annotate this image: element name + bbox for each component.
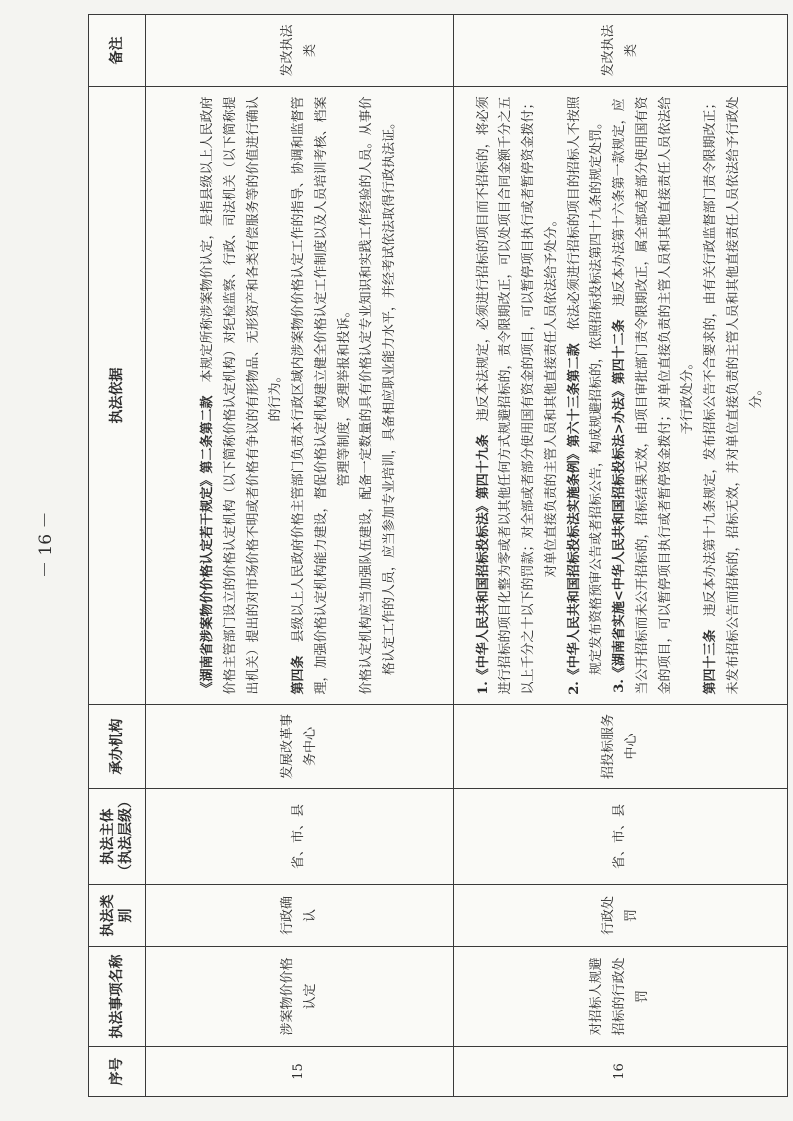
header-note: 备注 xyxy=(89,15,146,87)
basis-text: 违反本办法第十九条规定，发布招标公告不合要求的，由有关行政监督部门责令限期改正；未发布招标公告而招标的，招标无效，并对单位直接负责的主管人员和其他直接责任人员依法给予行政处分。 xyxy=(703,96,764,695)
row-subject: 省、市、县 xyxy=(146,789,454,885)
page-number: － 16 － xyxy=(36,511,56,578)
row-seq: 16 xyxy=(454,1047,788,1097)
header-agency: 承办机构 xyxy=(89,705,146,789)
row-seq: 15 xyxy=(146,1047,454,1097)
rotated-table-wrapper xyxy=(88,15,788,1097)
row-item: 对招标人规避招标的行政处罚 xyxy=(454,947,788,1047)
table-row xyxy=(146,15,454,1097)
table-row xyxy=(454,15,788,1097)
basis-paragraph xyxy=(700,93,768,698)
document-page xyxy=(88,15,788,1097)
basis-paragraph xyxy=(609,93,700,698)
basis-text: 依法必须进行招标的项目的招标人不按照规定发布资格预审公告或者招标公告，构成规避招标的，依照招标投标法第四十九条的规定处罚。 xyxy=(566,96,605,676)
basis-text: 价格认定机构应当加强队伍建设，配备一定数量的具有价格认定专业知识和实践工作经验的人员。从事价格认定工作的人员，应当参加专业培训，具备相应职业能力水平，并经考试依法取得行政执法证。 xyxy=(359,96,398,695)
header-subject: 执法主体（执法层级） xyxy=(89,789,146,885)
header-item: 执法事项名称 xyxy=(89,947,146,1047)
basis-paragraph xyxy=(197,93,288,698)
basis-citation: 3.《湖南省实施<中华人民共和国招标投标法>办法》第四十二条 xyxy=(612,319,628,693)
basis-text: 违反本办法第十六条第一款规定，应当公开招标而未公开招标的，招标结果无效，由项目审批部门责令限期改正，属全部或者部分使用国有资金的项目，可以暂停项目执行或者暂停资金拨付；对单位直接负责的主管人员和其他直接责任人员依法给予行政处分。 xyxy=(612,96,696,695)
basis-citation: 2.《中华人民共和国招标投标法实施条例》第六十三条第二款 xyxy=(566,343,582,695)
row-note: 发改执法类 xyxy=(454,15,788,87)
row-agency: 发展改革事务中心 xyxy=(146,705,454,789)
header-seq: 序号 xyxy=(89,1047,146,1097)
row-item: 涉案物价价格认定 xyxy=(146,947,454,1047)
header-type: 执法类别 xyxy=(89,885,146,947)
basis-text: 县级以上人民政府价格主管部门负责本行政区域内涉案物价价格认定工作的指导、协调和监督管理，加强价格认定机构能力建设，督促价格认定机构建立健全价格认定工作制度以及人员培训考核、档案管理等制度，受理举报和投诉。 xyxy=(291,96,352,695)
row-type: 行政确认 xyxy=(146,885,454,947)
basis-paragraph xyxy=(564,93,610,698)
header-basis: 执法依据 xyxy=(89,87,146,705)
basis-paragraph xyxy=(288,93,356,698)
basis-citation: 第四条 xyxy=(291,655,307,695)
basis-paragraph xyxy=(356,93,402,698)
row-basis xyxy=(146,87,454,705)
basis-paragraph xyxy=(473,93,564,698)
row-basis xyxy=(454,87,788,705)
row-type: 行政处罚 xyxy=(454,885,788,947)
row-subject: 省、市、县 xyxy=(454,789,788,885)
basis-citation: 第四十三条 xyxy=(703,629,719,695)
row-agency: 招投标服务中心 xyxy=(454,705,788,789)
row-note: 发改执法类 xyxy=(146,15,454,87)
basis-citation: 《湖南省涉案物价价格认定若干规定》第二条第二款 xyxy=(200,395,216,695)
law-enforcement-table xyxy=(88,14,788,1097)
basis-text: 违反本法规定，必须进行招标的项目而不招标的，将必须进行招标的项目化整为零或者以其他任何方式规避招标的，责令限期改正，可以处项目合同金额千分之五以上千分之十以下的罚款；对全部或者部分使用国有资金的项目，可以暂停项目执行或者暂停资金拨付；对单位直接负责的主管人员和其他直接责任人员依法给予处分。 xyxy=(475,96,559,695)
basis-text: 本规定所称涉案物价认定，是指县级以上人民政府价格主管部门设立的价格认定机构（以下简称价格认定机构）对纪检监察、行政、司法机关（以下简称提出机关）提出的对市场价格不明或者价格有争议的有形物品、无形资产和各类有偿服务等的价值进行确认的行为。 xyxy=(200,96,284,695)
basis-citation: 1.《中华人民共和国招标投标法》第四十九条 xyxy=(475,434,491,695)
